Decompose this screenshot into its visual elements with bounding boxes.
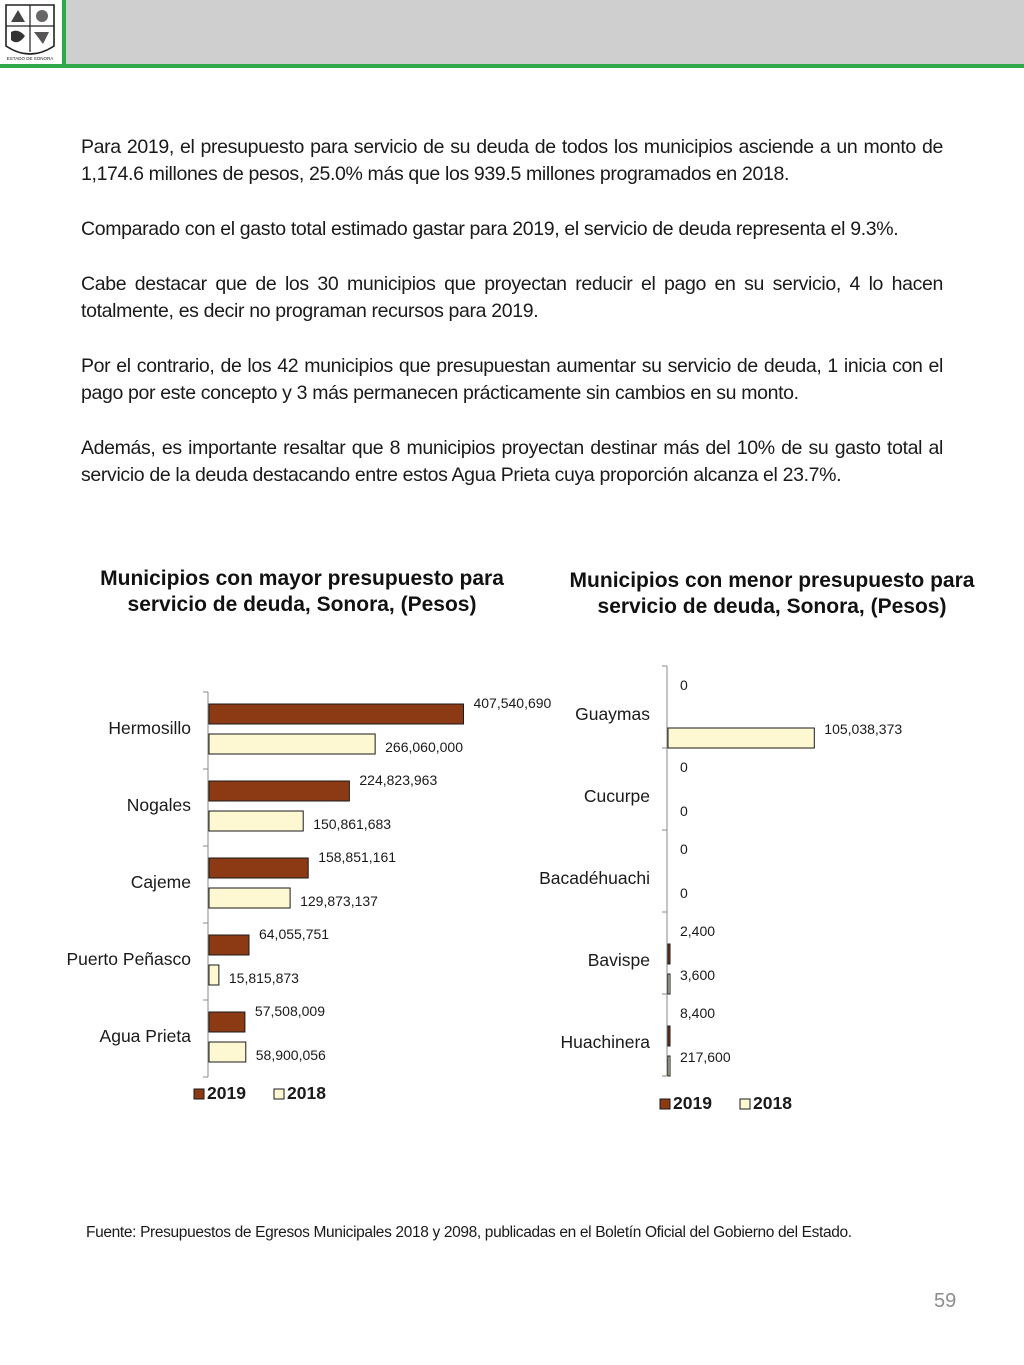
- bar-2018: [209, 811, 303, 831]
- data-label-2018: 217,600: [680, 1049, 731, 1065]
- chart-1-svg: [0, 680, 552, 1120]
- category-label: Nogales: [126, 795, 191, 815]
- data-label-2018: 15,815,873: [228, 970, 299, 986]
- paragraph-3: Cabe destacar que de los 30 municipios que proyectan reducir el pago en su servicio, 4 lo hacen totalmente, es decir no programan recursos para 2019.: [81, 273, 943, 322]
- chart-2-title: Municipios con menor presupuesto para servicio de deuda, Sonora, (Pesos): [569, 569, 975, 618]
- legend-swatch-2018: [740, 1099, 750, 1109]
- category-label: Cucurpe: [583, 786, 650, 806]
- data-label-2018: 0: [680, 803, 688, 819]
- data-label-2018: 150,861,683: [313, 816, 392, 832]
- bar-2018: [209, 888, 290, 908]
- category-label: Puerto Peñasco: [66, 949, 191, 969]
- data-label-2018: 58,900,056: [255, 1047, 326, 1063]
- legend-swatch-2019: [660, 1099, 670, 1109]
- data-label-2019: 64,055,751: [258, 926, 330, 942]
- paragraph-2: Comparado con el gasto total estimado gastar para 2019, el servicio de deuda representa el 9.3%.: [81, 218, 899, 240]
- legend-label-2018: 2018: [753, 1093, 792, 1113]
- data-label-2018: 266,060,000: [385, 739, 463, 755]
- bar-2019: [209, 1012, 245, 1032]
- bar-2018: [209, 1042, 246, 1062]
- bar-2018: [209, 734, 375, 754]
- bar-2019: [668, 1026, 670, 1046]
- coat-of-arms-icon: [3, 2, 57, 62]
- bar-2019: [209, 704, 463, 724]
- data-label-2019: 224,823,963: [359, 772, 438, 788]
- category-label: Cajeme: [130, 872, 191, 892]
- paragraph-5: Además, es importante resaltar que 8 municipios proyectan destinar más del 10% de su gasto total al servicio de la deuda destacando entre estos Agua Prieta cuya proporción alcanza el 23.7%.: [81, 437, 943, 486]
- category-label: Hermosillo: [108, 718, 191, 738]
- category-label: Agua Prieta: [99, 1026, 191, 1046]
- data-label-2019: 0: [680, 677, 688, 693]
- data-label-2018: 3,600: [680, 967, 716, 983]
- data-label-2019: 158,851,161: [318, 849, 397, 865]
- sonora-logo: [0, 0, 66, 64]
- page-number: 59: [934, 1290, 957, 1312]
- bar-2019: [209, 858, 308, 878]
- category-label: Bavispe: [587, 950, 650, 970]
- legend-label-2019: 2019: [673, 1093, 712, 1113]
- data-label-2019: 57,508,009: [254, 1003, 325, 1019]
- category-label: Huachinera: [560, 1032, 650, 1052]
- data-label-2019: 407,540,690: [473, 695, 552, 711]
- legend-swatch-2019: [194, 1089, 204, 1099]
- legend-label-2018: 2018: [287, 1083, 326, 1103]
- category-label: Bacadéhuachi: [539, 868, 650, 888]
- legend-swatch-2018: [274, 1089, 284, 1099]
- legend-label-2019: 2019: [207, 1083, 246, 1103]
- data-label-2019: 2,400: [680, 923, 716, 939]
- paragraph-4: Por el contrario, de los 42 municipios que presupuestan aumentar su servicio de deuda, 1 inicia con el pago por este concepto y 3 más permanecen prácticamente sin cambios en su monto.: [81, 355, 943, 404]
- bar-2018: [668, 728, 814, 748]
- paragraph-1: Para 2019, el presupuesto para servicio de su deuda de todos los municipios asciende a un monto de 1,174.6 millones de pesos, 25.0% más que los 939.5 millones programados en 2018.: [81, 136, 943, 185]
- page-header: [0, 0, 1024, 68]
- data-label-2018: 0: [680, 885, 688, 901]
- bar-2018: [209, 965, 219, 985]
- data-label-2018: 129,873,137: [300, 893, 378, 909]
- bar-2019: [209, 781, 349, 801]
- bar-2019: [668, 944, 670, 964]
- chart-2-svg: [512, 660, 1024, 1120]
- data-label-2019: 0: [680, 759, 688, 775]
- data-label-2018: 105,038,373: [824, 721, 903, 737]
- category-label: Guaymas: [575, 704, 650, 724]
- chart-1-title: Municipios con mayor presupuesto para servicio de deuda, Sonora, (Pesos): [100, 567, 504, 616]
- bar-2018: [668, 974, 670, 994]
- bar-2018: [668, 1056, 670, 1076]
- source-note: Fuente: Presupuestos de Egresos Municipales 2018 y 2098, publicadas en el Boletín Oficial del Gobierno del Estado.: [86, 1224, 852, 1241]
- bar-2019: [209, 935, 249, 955]
- data-label-2019: 0: [680, 841, 688, 857]
- svg-text:ESTADO DE SONORA: ESTADO DE SONORA: [6, 56, 54, 61]
- body-text: [81, 134, 943, 517]
- data-label-2019: 8,400: [680, 1005, 716, 1021]
